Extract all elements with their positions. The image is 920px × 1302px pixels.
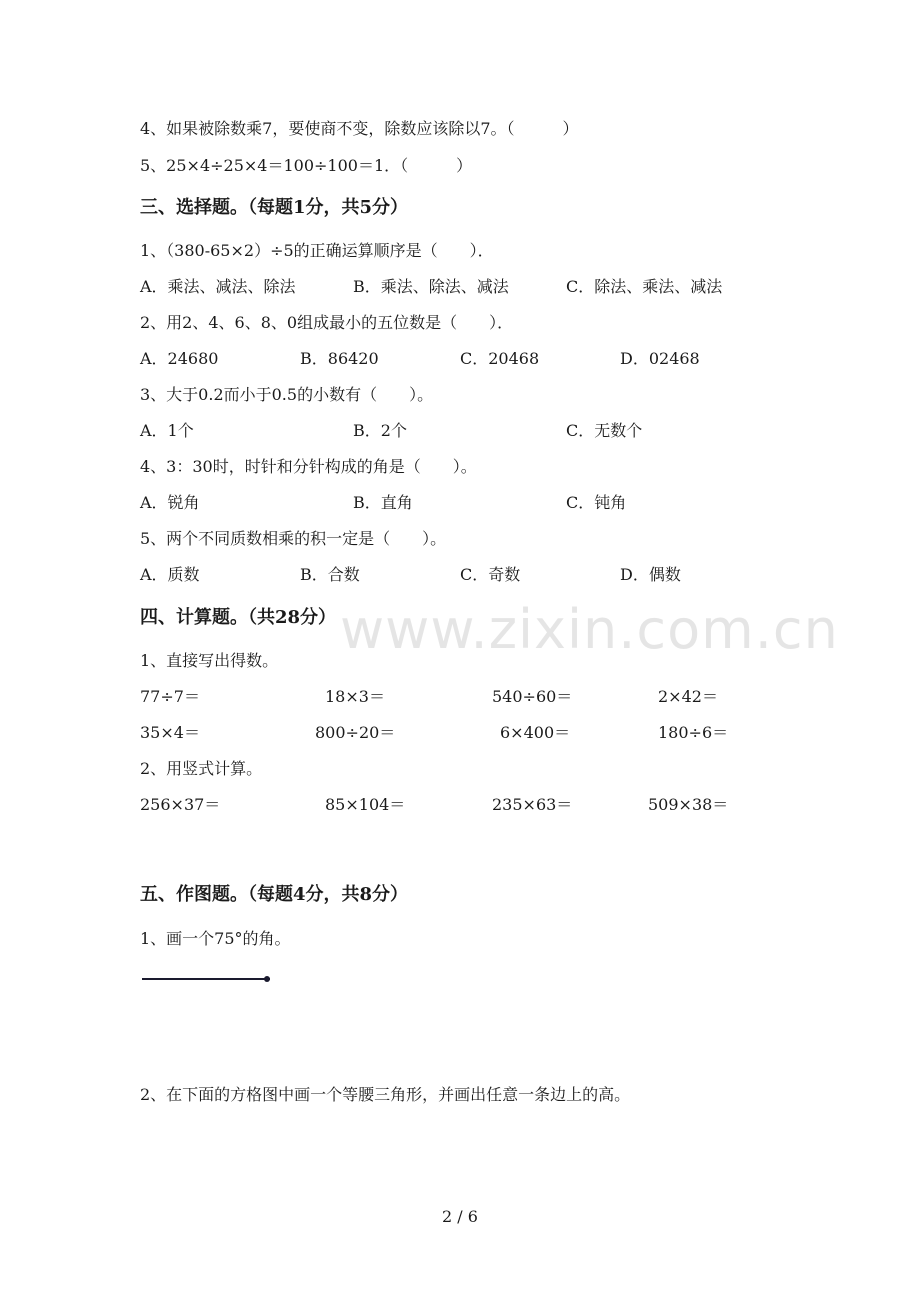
section-4-heading: 四、计算题。（共28分） (140, 607, 337, 628)
angle-vertex-dot (264, 976, 270, 982)
calc-2-item-1: 256×37＝ (140, 795, 221, 814)
choice-3-option-a: A．1个 (140, 421, 194, 440)
choice-5-option-b: B．合数 (300, 565, 360, 584)
choice-question-2: 2、用2、4、6、8、0组成最小的五位数是（ ）． (140, 313, 514, 332)
calc-1-item-6: 800÷20＝ (315, 723, 396, 742)
calc-question-2: 2、用竖式计算。 (140, 759, 263, 778)
choice-2-option-c: C．20468 (460, 349, 540, 368)
choice-2-option-b: B．86420 (300, 349, 379, 368)
choice-2-option-a: A．24680 (140, 349, 219, 368)
choice-3-option-c: C．无数个 (566, 421, 643, 440)
calc-1-item-2: 18×3＝ (325, 687, 385, 706)
choice-1-option-a: A．乘法、减法、除法 (140, 277, 296, 296)
choice-3-option-b: B．2个 (353, 421, 407, 440)
drawing-question-1: 1、画一个75°的角。 (140, 929, 291, 948)
choice-question-4: 4、3：30时，时针和分针构成的角是（ ）。 (140, 457, 477, 476)
section-3-heading: 三、选择题。（每题1分，共5分） (140, 197, 409, 218)
calc-1-item-4: 2×42＝ (658, 687, 718, 706)
calc-2-item-2: 85×104＝ (325, 795, 406, 814)
choice-1-option-b: B．乘法、除法、减法 (353, 277, 509, 296)
choice-5-option-d: D．偶数 (620, 565, 681, 584)
calc-question-1: 1、直接写出得数。 (140, 651, 279, 670)
choice-4-option-b: B．直角 (353, 493, 413, 512)
choice-2-option-d: D．02468 (620, 349, 700, 368)
calc-2-item-4: 509×38＝ (648, 795, 729, 814)
calc-2-item-3: 235×63＝ (492, 795, 573, 814)
judge-question-4: 4、如果被除数乘7，要使商不变，除数应该除以7。（ ） (140, 119, 579, 138)
choice-question-5: 5、两个不同质数相乘的积一定是（ ）。 (140, 529, 447, 548)
choice-question-3: 3、大于0.2而小于0.5的小数有（ ）。 (140, 385, 434, 404)
calc-1-item-7: 6×400＝ (500, 723, 571, 742)
choice-4-option-a: A．锐角 (140, 493, 200, 512)
choice-5-option-a: A．质数 (140, 565, 200, 584)
choice-4-option-c: C．钝角 (566, 493, 627, 512)
drawing-question-2: 2、在下面的方格图中画一个等腰三角形，并画出任意一条边上的高。 (140, 1085, 631, 1104)
judge-question-5: 5、25×4÷25×4＝100÷100＝1．（ ） (140, 156, 473, 175)
choice-5-option-c: C．奇数 (460, 565, 521, 584)
calc-1-item-5: 35×4＝ (140, 723, 200, 742)
calc-1-item-3: 540÷60＝ (492, 687, 573, 706)
watermark: www.zixin.com.cn (340, 598, 839, 661)
page-number: 2 / 6 (442, 1207, 478, 1226)
choice-1-option-c: C．除法、乘法、减法 (566, 277, 723, 296)
section-5-heading: 五、作图题。（每题4分，共8分） (140, 884, 409, 905)
calc-1-item-1: 77÷7＝ (140, 687, 200, 706)
angle-base-ray (142, 978, 270, 980)
calc-1-item-8: 180÷6＝ (658, 723, 729, 742)
choice-question-1: 1、（380-65×2）÷5的正确运算顺序是（ ）． (140, 241, 494, 260)
